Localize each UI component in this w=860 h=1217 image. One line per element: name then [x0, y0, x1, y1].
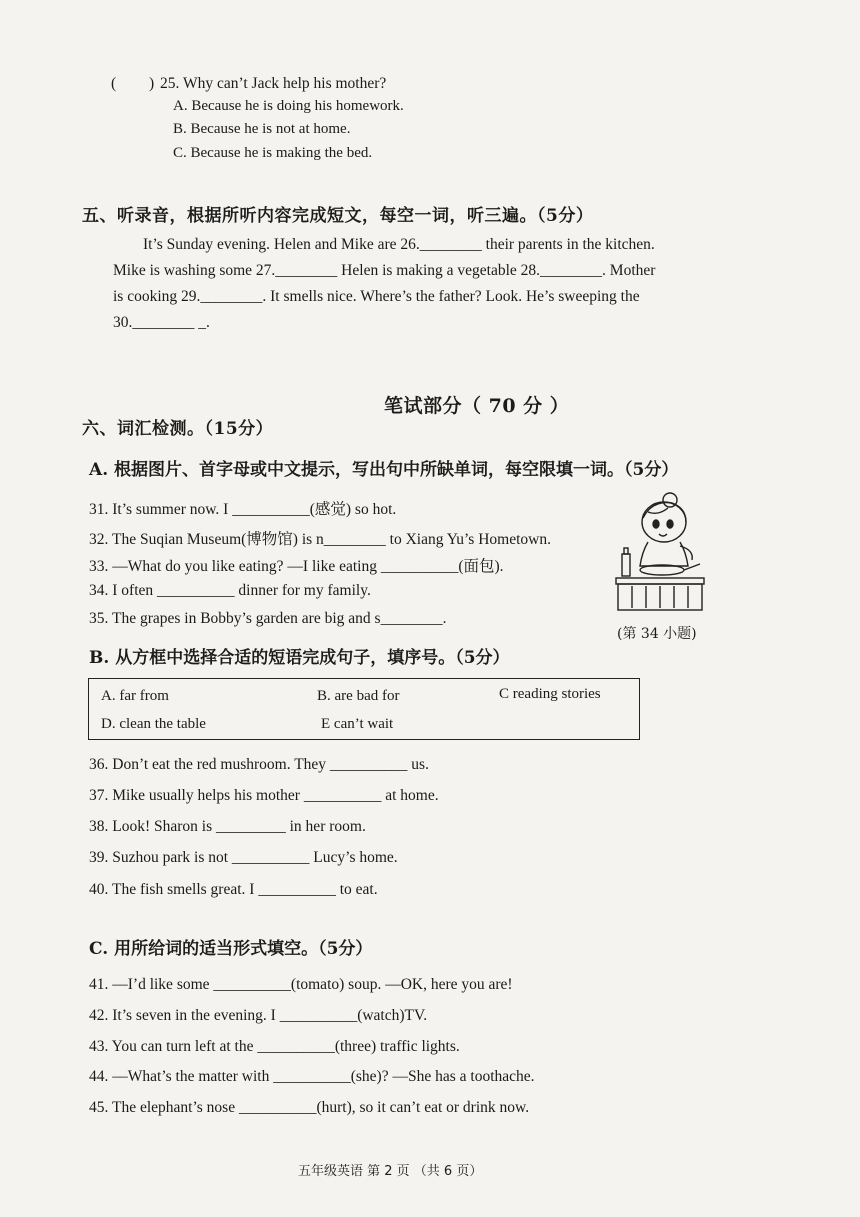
- section-5-line-2: Mike is washing some 27.________ Helen is making a vegetable 28.________. Mother: [113, 262, 656, 279]
- page-footer: 五年级英语 第 2 页 （共 6 页）: [298, 1164, 483, 1179]
- question-41: 41. —I’d like some __________(tomato) soup. —OK, here you are!: [89, 976, 513, 993]
- question-37: 37. Mike usually helps his mother __________ at home.: [89, 787, 439, 804]
- section-5-line-4: 30.________ _.: [113, 314, 210, 331]
- question-36: 36. Don’t eat the red mushroom. They __________ us.: [89, 756, 429, 773]
- section-5-title: 五、听录音，根据所听内容完成短文，每空一词，听三遍。（5分）: [82, 206, 594, 226]
- part-b-title: B. 从方框中选择合适的短语完成句子，填序号。（5分）: [89, 648, 510, 668]
- question-35: 35. The grapes in Bobby’s garden are big and s________.: [89, 610, 447, 627]
- written-part-title: 笔试部分（ 70 分 ）: [384, 395, 570, 417]
- phrase-option-c: C reading stories: [499, 686, 601, 702]
- question-38: 38. Look! Sharon is _________ in her room.: [89, 818, 366, 835]
- girl-cooking-illustration: [612, 490, 708, 612]
- phrase-option-e: E can’t wait: [321, 716, 394, 732]
- question-34: 34. I often __________ dinner for my family.: [89, 582, 371, 599]
- phrase-box: [88, 678, 640, 740]
- section-5-line-3: is cooking 29.________. It smells nice. Where’s the father? Look. He’s sweeping the: [113, 288, 640, 305]
- question-33: 33. —What do you like eating? —I like eating __________(面包).: [89, 558, 504, 575]
- answer-paren-open: (: [111, 75, 117, 92]
- question-25-option-c: C. Because he is making the bed.: [173, 145, 373, 161]
- section-6-title: 六、词汇检测。（15分）: [82, 419, 274, 439]
- part-c-title: C. 用所给词的适当形式填空。（5分）: [89, 939, 373, 959]
- question-25-stem: 25. Why can’t Jack help his mother?: [160, 75, 387, 92]
- phrase-option-a: A. far from: [101, 688, 169, 704]
- question-45: 45. The elephant’s nose __________(hurt), so it can’t eat or drink now.: [89, 1099, 530, 1116]
- question-42: 42. It’s seven in the evening. I __________(watch)TV.: [89, 1007, 428, 1024]
- question-31: 31. It’s summer now. I __________(感觉) so hot.: [89, 501, 397, 518]
- question-25-option-b: B. Because he is not at home.: [173, 121, 351, 137]
- question-25-option-a: A. Because he is doing his homework.: [173, 98, 404, 114]
- question-32: 32. The Suqian Museum(博物馆) is n________ to Xiang Yu’s Hometown.: [89, 531, 551, 548]
- phrase-option-d: D. clean the table: [101, 716, 206, 732]
- question-43: 43. You can turn left at the __________(three) traffic lights.: [89, 1038, 460, 1055]
- question-40: 40. The fish smells great. I __________ to eat.: [89, 881, 378, 898]
- section-5-line-1: It’s Sunday evening. Helen and Mike are 26.________ their parents in the kitchen.: [143, 236, 655, 253]
- figure-caption: (第 34 小题): [617, 626, 697, 642]
- part-a-title: A. 根据图片、首字母或中文提示，写出句中所缺单词，每空限填一词。（5分）: [89, 460, 679, 480]
- answer-paren-close: ): [149, 75, 155, 92]
- phrase-option-b: B. are bad for: [317, 688, 400, 704]
- question-39: 39. Suzhou park is not __________ Lucy’s home.: [89, 849, 398, 866]
- question-44: 44. —What’s the matter with __________(she)? —She has a toothache.: [89, 1068, 535, 1085]
